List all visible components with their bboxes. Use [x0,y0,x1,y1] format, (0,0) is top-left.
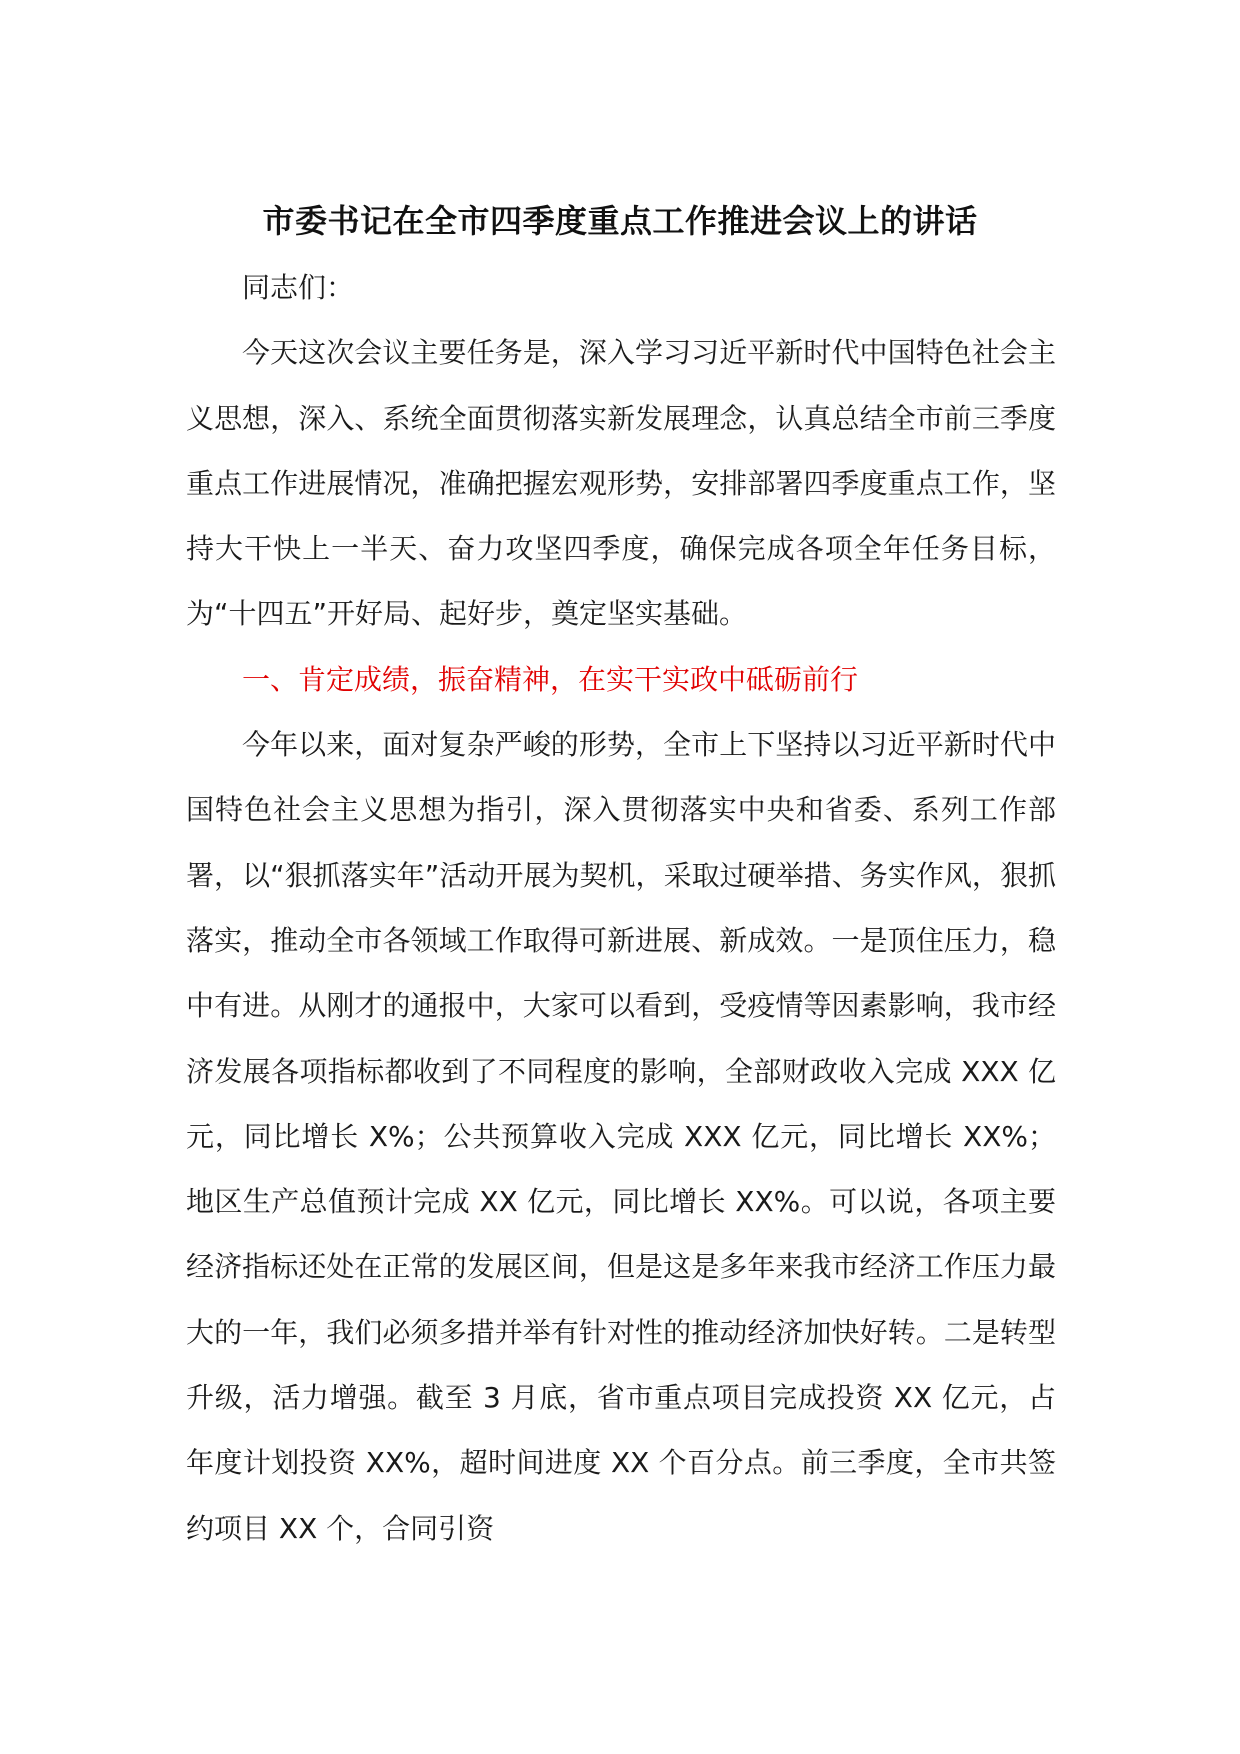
greeting-paragraph: 同志们： [242,271,355,304]
section-heading: 一、肯定成绩，振奋精神，在实干实政中砥砺前行 [242,662,859,696]
document-title: 市委书记在全市四季度重点工作推进会议上的讲话 [262,202,978,240]
intro-paragraph: 今天这次会议主要任务是，深入学习习近平新时代中国特色社会主义思想，深入、系统全面贯彻落实新发展理念，认真总结全市前三季度重点工作进展情况，准确把握宏观形势，安排部署四季度重点工作，坚持大干快上一半天、奋力攻坚四季度，确保完成各项全年任务目标，为“十四五”开好局、起好步，奠定坚实基础。 [186,336,1056,631]
section-body-paragraph: 今年以来，面对复杂严峻的形势，全市上下坚持以习近平新时代中国特色社会主义思想为指引，深入贯彻落实中央和省委、系列工作部署，以“狠抓落实年”活动开展为契机，采取过硬举措、务实作风，狠抓落实，推动全市各领域工作取得可新进展、新成效。一是顶住压力，稳中有进。从刚才的通报中，大家可以看到，受疫情等因素影响，我市经济发展各项指标都收到了不同程度的影响，全部财政收入完成 XXX 亿元，同比增长 X%；公共预算收入完成 XXX 亿元，同比增长 XX%；地区生产总值预计完成 XX 亿元，同比增长 XX%。可以说，各项主要经济指标还处在正常的发展区间，但是这是多年来我市经济工作压力最大的一年，我们必须多措并举有针对性的推动经济加快好转。二是转型升级，活力增强。截至 3 月底，省市重点项目完成投资 XX 亿元，占年度计划投资 XX%，超时间进度 XX 个百分点。前三季度，全市共签约项目 XX 个，合同引资 [186,728,1056,1545]
document-body [186,255,1056,1561]
